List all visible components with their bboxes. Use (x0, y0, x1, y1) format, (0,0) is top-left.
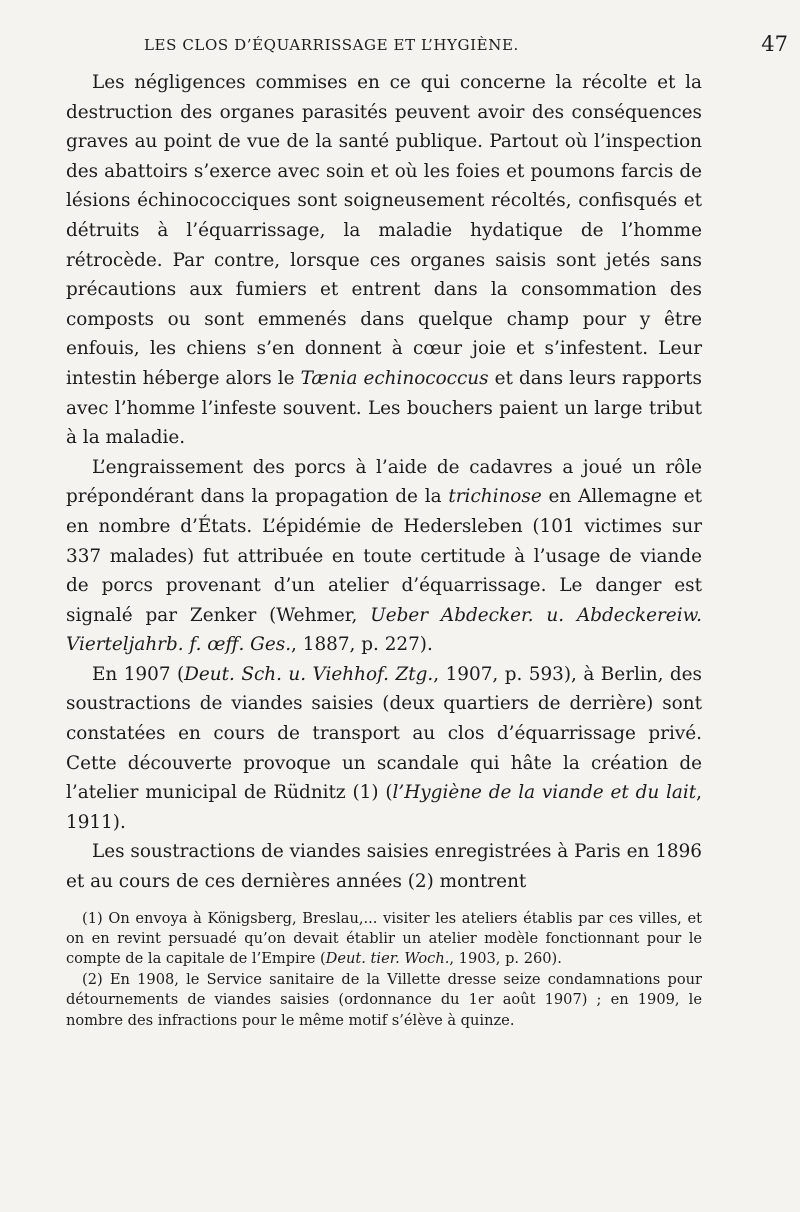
paragraph-trichinose: L’engraissement des porcs à l’aide de cadavres a joué un rôle prépondérant dans la propagation de la trichinose en Allemagne et en nombre d’États. L’épidémie de Hedersleben (101 victimes sur 337 malades) fut attribuée en toute certitude à l’usage de viande de porcs provenant d’un atelier d’équarrissage. Le danger est signalé par Zenker (Wehmer, Ueber Abdecker. u. Abdeckereiw. Vierteljahrb. f. œff. Ges., 1887, p. 227). (66, 456, 702, 656)
italic-citation-deut-tier: Deut. tier. Woch. (325, 950, 450, 968)
running-title: LES CLOS D’ÉQUARRISSAGE ET L’HYGIÈNE. (144, 36, 519, 54)
running-header (66, 30, 788, 66)
footnote-1: (1) On envoya à Königsberg, Breslau,... visiter les ateliers établis par ces villes, et on en revint persuadé qu’on devait établir un atelier modèle fonctionnant pour le compte de la capitale de l’Empire (Deut. tier. Woch., 1903, p. 260). (66, 909, 702, 968)
paragraph-berlin-1907: En 1907 (Deut. Sch. u. Viehhof. Ztg., 1907, p. 593), à Berlin, des soustractions de viandes saisies (deux quartiers de derrière) sont constatées en cours de transport au clos d’équarrissage privé. Cette découverte provoque un scandale qui hâte la création de l’atelier municipal de Rüdnitz (1) (l’Hygiène de la viande et du lait, 1911). (66, 663, 703, 833)
footnotes (66, 909, 702, 1031)
page-number: 47 (761, 32, 788, 56)
footnote-2: (2) En 1908, le Service sanitaire de la Villette dresse seize condamnations pour détournements de viandes saisies (ordonnance du 1er août 1907) ; en 1909, le nombre des infractions pour le même motif s’élève à quinze. (66, 970, 702, 1029)
italic-citation-wehmer: Ueber Abdecker. u. Abdeckereiw. Vierteljahrb. f. œff. Ges. (66, 604, 702, 656)
italic-citation-deut-sch: Deut. Sch. u. Viehhof. Ztg. (184, 663, 434, 685)
italic-citation-hygiene: l’Hygiène de la viande et du lait (392, 782, 697, 804)
italic-taenia: Tænia echinococcus (300, 367, 489, 389)
body-text (66, 68, 702, 897)
paragraph-hydatid: Les négligences commises en ce qui concerne la récolte et la destruction des organes parasités peuvent avoir des conséquences graves au point de vue de la santé publique. Partout où l’inspection des abattoirs s’exerce avec soin et où les foies et poumons farcis de lésions échinococciques sont soigneusement récoltés, confisqués et détruits à l’équarrissage, la maladie hydatique de l’homme rétrocède. Par contre, lorsque ces organes saisis sont jetés sans précautions aux fumiers et entrent dans la consommation des composts ou sont emmenés dans quelque champ pour y être enfouis, les chiens s’en donnent à cœur joie et s’infestent. Leur intestin héberge alors le Tænia echinococcus et dans leurs rapports avec l’homme l’infeste souvent. Les bouchers paient un large tribut à la maladie. (66, 72, 702, 449)
paragraph-paris-1896: Les soustractions de viandes saisies enregistrées à Paris en 1896 et au cours de ces dernières années (2) montrent (66, 841, 702, 893)
italic-trichinose: trichinose (448, 486, 542, 508)
